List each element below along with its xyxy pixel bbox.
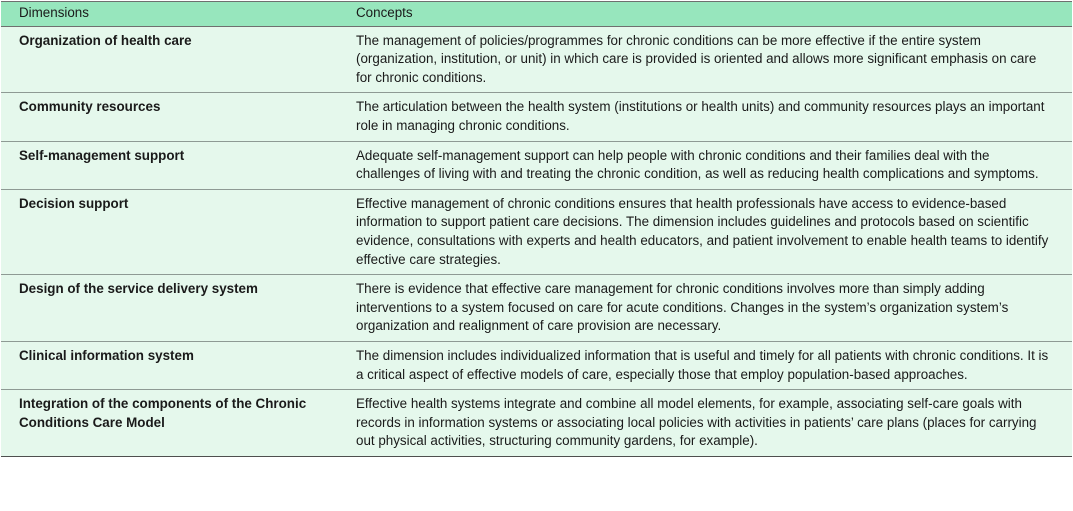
table-row xyxy=(1,93,1072,141)
dimension-cell: Clinical information system xyxy=(19,347,194,363)
dimension-cell: Integration of the components of the Chronic Conditions Care Model xyxy=(19,396,307,430)
concept-cell: The articulation between the health system (institutions or health units) and community resources plays an important role in managing chronic conditions. xyxy=(356,99,1045,133)
table xyxy=(1,1,1072,457)
table-row xyxy=(1,189,1072,274)
dimension-cell: Community resources xyxy=(19,99,161,115)
table-row xyxy=(1,390,1072,457)
dimension-cell: Design of the service delivery system xyxy=(19,281,258,297)
concept-cell: The management of policies/programmes for chronic conditions can be more effective if the entire system (organization, institution, or unit) in which care is provided is oriented and allows more significant emphasis on care for chronic conditions. xyxy=(356,32,1037,85)
dimensions-concepts-table xyxy=(1,1,1072,457)
header-concepts: Concepts xyxy=(356,5,413,20)
concept-cell: There is evidence that effective care management for chronic conditions involves more than simply adding interventions to a system focused on care for acute conditions. Changes in the system’s organization system’s organization and realignment of care provision are necessary. xyxy=(356,281,1009,334)
table-row xyxy=(1,275,1072,342)
header-row xyxy=(1,2,1072,27)
table-row xyxy=(1,341,1072,389)
header-dimensions: Dimensions xyxy=(19,5,89,20)
dimension-cell: Organization of health care xyxy=(19,32,192,48)
concept-cell: Effective management of chronic conditions ensures that health professionals have access to evidence-based information to support patient care decisions. The dimension includes guidelines and protocols based on scientific evidence, consultations with experts and health educators, and patient involvement to enable health teams to identify effective care strategies. xyxy=(356,195,1049,267)
concept-cell: Effective health systems integrate and combine all model elements, for example, associating self-care goals with records in information systems or associating local policies with activities in patients’ care plans (places for carrying out physical activities, structuring community gardens, for example). xyxy=(356,396,1037,449)
concept-cell: The dimension includes individualized information that is useful and timely for all patients with chronic conditions. It is a critical aspect of effective models of care, especially those that employ population-based approaches. xyxy=(356,347,1049,382)
table-row xyxy=(1,141,1072,189)
dimension-cell: Self-management support xyxy=(19,147,185,163)
table-row xyxy=(1,26,1072,93)
dimension-cell: Decision support xyxy=(19,195,129,211)
table-body xyxy=(1,26,1072,456)
table-header xyxy=(1,2,1072,27)
concept-cell: Adequate self-management support can help people with chronic conditions and their families deal with the challenges of living with and treating the chronic condition, as well as reducing health complications and symptoms. xyxy=(356,147,1039,182)
